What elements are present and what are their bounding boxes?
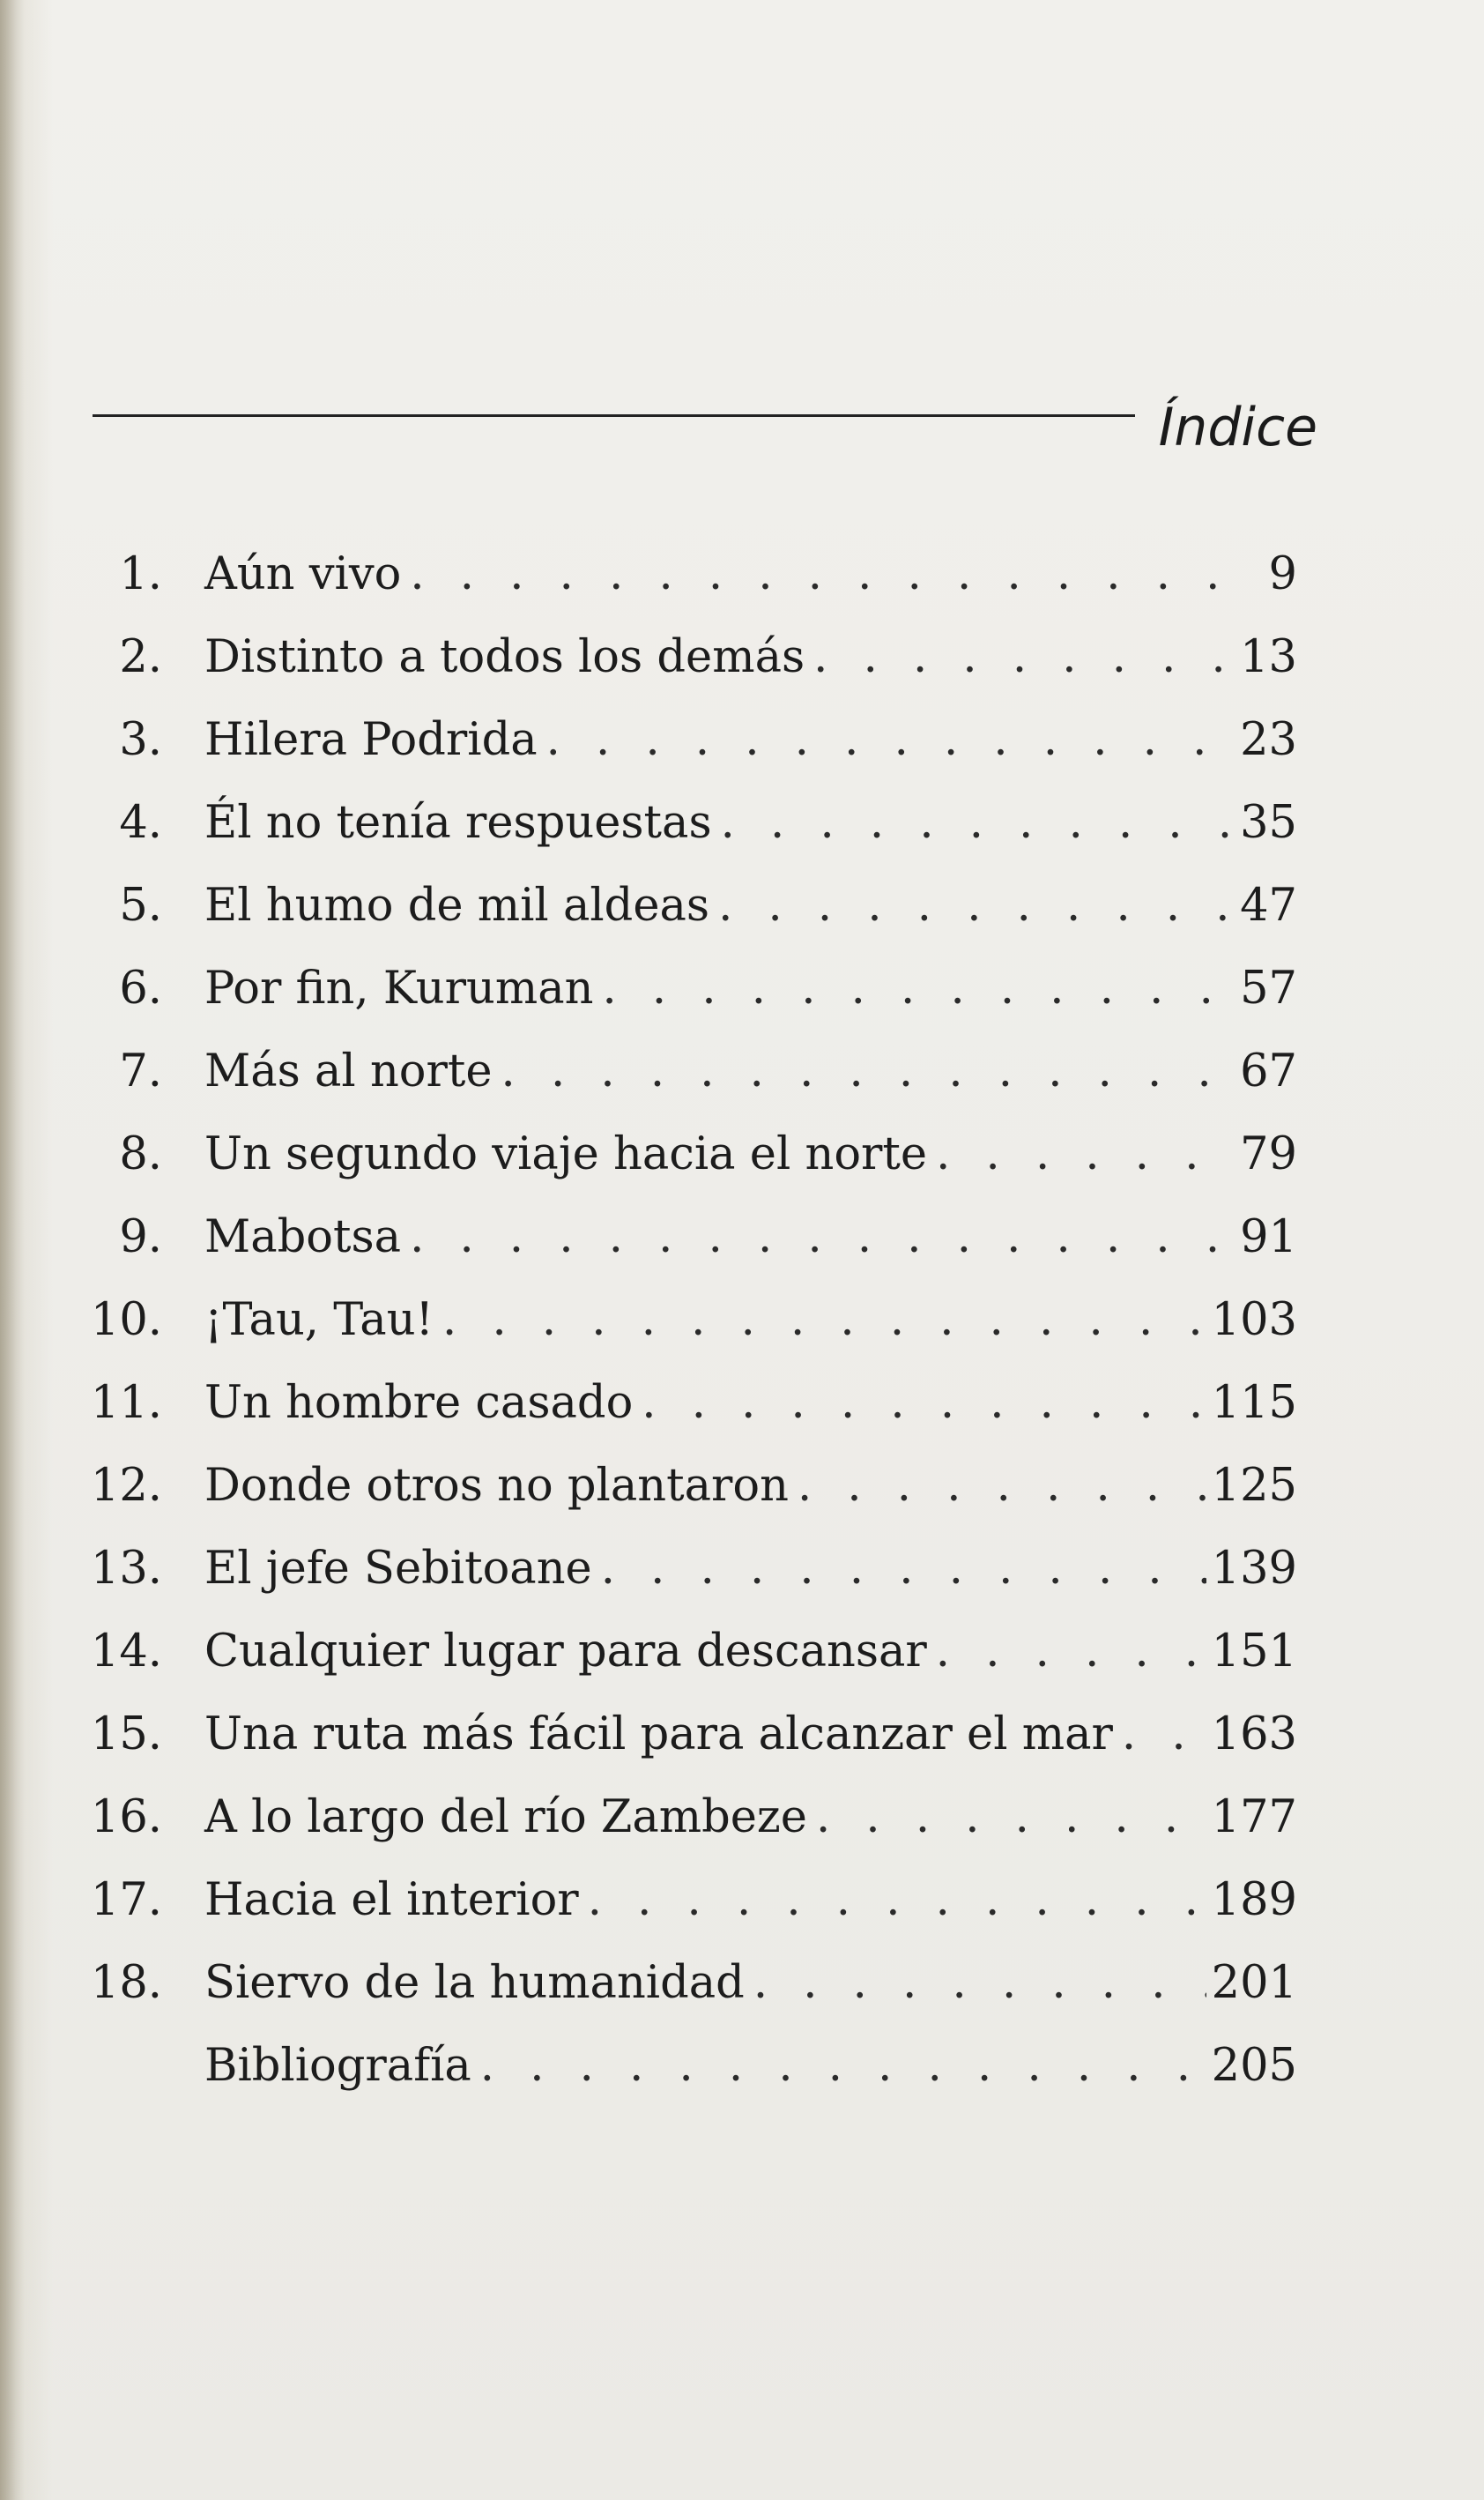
- toc-entry: [0, 1611, 1484, 1693]
- toc-entry-page: 13: [1240, 631, 1297, 683]
- toc-entry-title: Más al norte: [204, 1045, 493, 1097]
- toc-entry-number: 15.: [90, 1708, 162, 1760]
- toc-entry: [0, 1859, 1484, 1942]
- toc-entry-title: El humo de mil aldeas: [204, 880, 710, 932]
- toc-entry-page: 91: [1240, 1211, 1297, 1263]
- dot-leader: [442, 1279, 1206, 1362]
- header-rule: [93, 414, 1135, 417]
- toc-entry: [0, 1113, 1484, 1196]
- toc-entry-number: 12.: [90, 1460, 162, 1512]
- dot-leader: [480, 2025, 1206, 2108]
- dot-leader: [798, 1445, 1206, 1528]
- toc-entry: [0, 1279, 1484, 1362]
- toc-entry: [0, 1196, 1484, 1279]
- toc-entry-number: 10.: [90, 1294, 162, 1346]
- dot-leader: [501, 1031, 1235, 1113]
- page-header: [93, 379, 1317, 476]
- toc-entry-page: 201: [1211, 1957, 1297, 2009]
- toc-entry: [0, 1445, 1484, 1528]
- toc-entry-number: 6.: [119, 963, 162, 1015]
- toc-entry-title: Aún vivo: [204, 548, 402, 600]
- toc-entry-page: 205: [1211, 2040, 1297, 2092]
- dot-leader: [1122, 1693, 1206, 1776]
- toc-entry: [0, 865, 1484, 948]
- dot-leader: [588, 1859, 1206, 1942]
- toc-entry-title: Hilera Podrida: [204, 714, 538, 766]
- toc-entry-number: 4.: [119, 797, 162, 849]
- toc-entry: [0, 1031, 1484, 1113]
- toc-entry-page: 67: [1240, 1045, 1297, 1097]
- toc-entry-number: 2.: [119, 631, 162, 683]
- dot-leader: [601, 1528, 1206, 1611]
- toc-entry: [0, 1776, 1484, 1859]
- dot-leader: [936, 1113, 1235, 1196]
- toc-entry: [0, 1693, 1484, 1776]
- dot-leader: [603, 948, 1235, 1031]
- toc-entry-title: Siervo de la humanidad: [204, 1957, 745, 2009]
- toc-entry-page: 151: [1211, 1626, 1297, 1678]
- toc-entry-title: Un segundo viaje hacia el norte: [204, 1128, 928, 1180]
- toc-entry-page: 9: [1268, 548, 1297, 600]
- toc-entry-bibliography: [0, 2025, 1484, 2108]
- toc-entry-number: 13.: [90, 1543, 162, 1595]
- toc-entry: [0, 533, 1484, 616]
- toc-entry: [0, 948, 1484, 1031]
- toc-entry-number: 9.: [119, 1211, 162, 1263]
- toc-entry-number: 14.: [90, 1626, 162, 1678]
- toc-entry-number: 8.: [119, 1128, 162, 1180]
- toc-entry-title: ¡Tau, Tau!: [204, 1294, 434, 1346]
- toc-entry-number: 7.: [119, 1045, 162, 1097]
- toc-entry-page: 189: [1211, 1874, 1297, 1926]
- toc-entry-title: Bibliografía: [204, 2040, 471, 2092]
- toc-entry-page: 177: [1211, 1791, 1297, 1843]
- toc-entry-title: A lo largo del río Zambeze: [204, 1791, 807, 1843]
- toc-entry-number: 16.: [90, 1791, 162, 1843]
- toc-entry-number: 5.: [119, 880, 162, 932]
- toc-entry-title: Él no tenía respuestas: [204, 797, 712, 849]
- dot-leader: [718, 865, 1235, 948]
- dot-leader: [816, 1776, 1206, 1859]
- toc-entry-page: 115: [1211, 1377, 1297, 1429]
- toc-entry-page: 125: [1211, 1460, 1297, 1512]
- toc-entry-title: El jefe Sebitoane: [204, 1543, 592, 1595]
- dot-leader: [410, 1196, 1235, 1279]
- dot-leader: [936, 1611, 1206, 1693]
- toc-entry-title: Hacia el interior: [204, 1874, 579, 1926]
- toc-entry: [0, 782, 1484, 865]
- toc-entry-page: 103: [1211, 1294, 1297, 1346]
- toc-entry-page: 57: [1240, 963, 1297, 1015]
- toc-entry-page: 163: [1211, 1708, 1297, 1760]
- dot-leader: [642, 1362, 1206, 1445]
- dot-leader: [721, 782, 1235, 865]
- toc-entry-number: 11.: [90, 1377, 162, 1429]
- toc-entry-page: 79: [1240, 1128, 1297, 1180]
- toc-entry: [0, 1528, 1484, 1611]
- toc-entry: [0, 616, 1484, 699]
- toc-entry-number: 18.: [90, 1957, 162, 2009]
- toc-entry-number: 1.: [119, 548, 162, 600]
- toc-entry-title: Un hombre casado: [204, 1377, 634, 1429]
- toc-entry: [0, 699, 1484, 782]
- toc-entry-number: 3.: [119, 714, 162, 766]
- toc-entry-title: Una ruta más fácil para alcanzar el mar: [204, 1708, 1113, 1760]
- toc-entry-title: Por fin, Kuruman: [204, 963, 594, 1015]
- dot-leader: [753, 1942, 1206, 2025]
- toc-entry: [0, 1362, 1484, 1445]
- toc-entry-title: Cualquier lugar para descansar: [204, 1626, 927, 1678]
- toc-entry-number: 17.: [90, 1874, 162, 1926]
- toc-entry-page: 139: [1211, 1543, 1297, 1595]
- toc-entry-title: Donde otros no plantaron: [204, 1460, 789, 1512]
- page-title: Índice: [1158, 397, 1317, 458]
- toc-entry-title: Distinto a todos los demás: [204, 631, 805, 683]
- toc-entry-title: Mabotsa: [204, 1211, 402, 1263]
- toc-entry-page: 47: [1240, 880, 1297, 932]
- toc-entry-page: 23: [1240, 714, 1297, 766]
- dot-leader: [813, 616, 1235, 699]
- dot-leader: [546, 699, 1235, 782]
- toc-entry: [0, 1942, 1484, 2025]
- dot-leader: [410, 533, 1248, 616]
- toc-entry-page: 35: [1240, 797, 1297, 849]
